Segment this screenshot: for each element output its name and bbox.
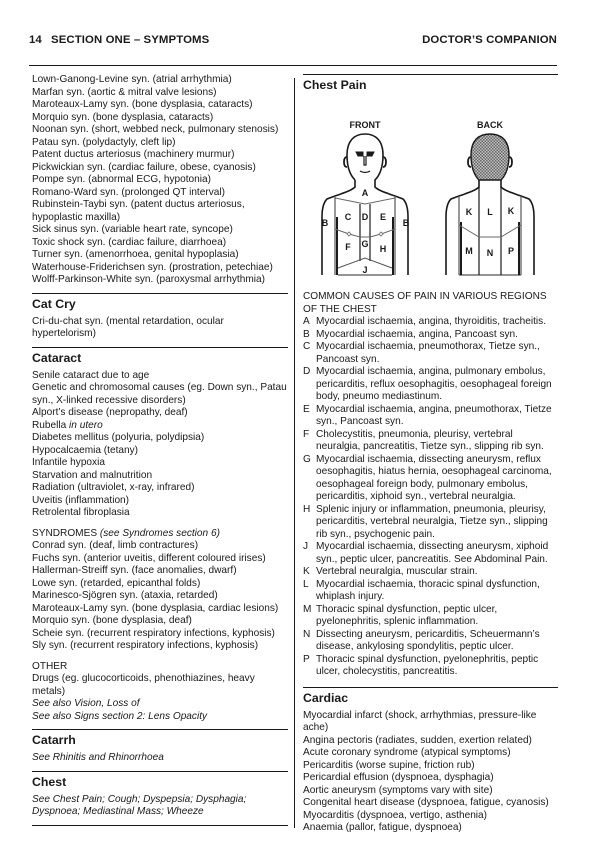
see-also-link[interactable]: See also Signs section 2: Lens Opacity xyxy=(32,710,208,722)
region-label-c: C xyxy=(344,212,352,222)
list-item xyxy=(32,420,288,433)
legend-text: Vertebral neuralgia, muscular strain. xyxy=(316,566,478,577)
legend-letter: J xyxy=(303,541,309,552)
region-label-d: D xyxy=(361,212,369,222)
list-item: Sick sinus syn. (variable heart rate, syncope) xyxy=(32,224,233,235)
region-label-p: P xyxy=(507,246,515,256)
legend-row xyxy=(303,654,558,679)
back-label: BACK xyxy=(477,120,503,130)
list-item: Genetic and chromosomal causes (eg. Down syn., Patau syn., X-linked recessive disorders) xyxy=(32,382,287,406)
section-heading: Cataract xyxy=(32,350,82,365)
section-cardiac xyxy=(303,691,558,835)
front-eyes xyxy=(356,152,374,156)
syndromes-subheading xyxy=(32,528,288,541)
region-label-b2: B xyxy=(402,218,410,228)
legend-row xyxy=(303,541,558,566)
list-item: Turner syn. (amenorrhoea, genital hypoplasia) xyxy=(32,249,239,260)
legend-text: Myocardial ischaemia, angina, thyroiditis, tracheitis. xyxy=(316,316,547,327)
legend-text: Cholecystitis, pneumonia, pleurisy, vertebral neuralgia, pancreatitis, Tietze syn., slipping rib syn. xyxy=(316,428,544,452)
legend-letter: H xyxy=(303,503,311,515)
legend-text: Myocardial ischaemia, thoracic spinal dysfunction, whiplash injury. xyxy=(316,578,540,602)
legend-letter: K xyxy=(303,566,310,577)
legend-row xyxy=(303,454,558,504)
legend-row xyxy=(303,316,558,329)
list-item: Angina pectoris (radiates, sudden, exertion related) xyxy=(303,734,532,746)
region-label-f: F xyxy=(345,242,351,252)
front-torso-outline xyxy=(335,196,395,275)
legend-row xyxy=(303,366,558,404)
legend-row xyxy=(303,329,558,342)
region-label-k: K xyxy=(465,207,473,217)
legend-text: Dissecting aneurysm, pericarditis, Scheuermann’s disease, ankylosing spondylitis, peptic ulcer. xyxy=(316,628,540,652)
list-item: Fuchs syn. (anterior uveitis, different coloured irises) xyxy=(32,552,266,564)
list-item: Pompe syn. (abnormal ECG, hypotonia) xyxy=(32,174,211,185)
list-item: Pickwickian syn. (cardiac failure, obese, cyanosis) xyxy=(32,161,256,173)
list-item: Marinesco-Sjögren syn. (ataxia, retarded) xyxy=(32,590,218,601)
section-heading: Cat Cry xyxy=(32,296,76,311)
right-column xyxy=(303,74,558,835)
list-item: Aortic aneurysm (symptoms vary with site) xyxy=(303,784,493,796)
front-mouth xyxy=(360,171,370,173)
region-label-m: M xyxy=(465,246,473,256)
legend-text: Myocardial ischaemia, pneumothorax, Tietze syn., Pancoast syn. xyxy=(316,341,540,365)
legend-letter: C xyxy=(303,341,311,352)
section-heading: Catarrh xyxy=(32,733,76,747)
section-cataract xyxy=(32,351,288,724)
region-label-b: B xyxy=(321,218,329,228)
list-item: Congenital heart disease (dyspnoea, fatigue, cyanosis) xyxy=(303,797,549,808)
region-label-j: J xyxy=(362,265,368,275)
list-item: Morquio syn. (bone dysplasia, cataracts) xyxy=(32,111,214,123)
list-item: Pericardial effusion (dyspnoea, dysphagia) xyxy=(303,772,494,783)
left-column xyxy=(32,74,288,826)
section-divider xyxy=(32,771,288,772)
running-header xyxy=(29,34,557,50)
legend-letter: P xyxy=(303,653,310,665)
legend-text: Myocardial ischaemia, angina, pneumothorax, Tietze syn., Pancoast syn. xyxy=(316,403,552,427)
back-scapula-line xyxy=(459,225,521,237)
back-spine xyxy=(479,187,501,275)
legend-letter: L xyxy=(303,578,309,590)
list-item: Cri-du-chat syn. (mental retardation, ocular hypertelorism) xyxy=(32,315,224,339)
legend-row xyxy=(303,504,558,542)
section-heading: Chest xyxy=(32,774,67,789)
list-item: Maroteaux-Lamy syn. (bone dysplasia, cataracts) xyxy=(32,99,253,110)
legend-letter: B xyxy=(303,328,310,340)
front-figure xyxy=(322,134,408,275)
list-item: Senile cataract due to age xyxy=(32,369,150,381)
region-label-h: H xyxy=(379,244,387,254)
list-item: Wolff-Parkinson-White syn. (paroxysmal arrhythmia) xyxy=(32,274,265,285)
rib-marker-right xyxy=(379,232,383,236)
list-item: Anaemia (pallor, fatigue, dyspnoea) xyxy=(303,822,462,833)
section-heading: Cardiac xyxy=(303,690,349,705)
list-item: Conrad syn. (deaf, limb contractures) xyxy=(32,540,199,551)
section-divider xyxy=(32,825,288,826)
page-number: 14 xyxy=(29,34,42,46)
legend-row xyxy=(303,341,558,366)
list-item: Noonan syn. (short, webbed neck, pulmonary stenosis) xyxy=(32,124,279,135)
front-label: FRONT xyxy=(349,120,381,130)
rubella-italic: in utero xyxy=(69,419,103,431)
legend-row xyxy=(303,604,558,629)
legend-letter: E xyxy=(303,403,310,415)
front-ribline xyxy=(335,229,395,237)
list-item: Hypocalcaemia (tetany) xyxy=(32,444,139,456)
book-title: DOCTOR’S COMPANION xyxy=(422,34,557,46)
legend-letter: G xyxy=(303,453,311,465)
syndromes-label: SYNDROMES xyxy=(32,527,98,539)
list-item: Hallerman-Streiff syn. (face anomalies, dwarf) xyxy=(32,565,237,576)
list-item: Waterhouse-Friderichsen syn. (prostration, petechiae) xyxy=(32,261,273,273)
list-item: Uveitis (inflammation) xyxy=(32,494,130,506)
see-reference[interactable]: See Chest Pain; Cough; Dyspepsia; Dysphagia; Dyspnoea; Mediastinal Mass; Wheeze xyxy=(32,793,247,817)
list-item: Diabetes mellitus (polyuria, polydipsia) xyxy=(32,432,205,443)
section-cat-cry xyxy=(32,297,288,341)
list-item: Starvation and malnutrition xyxy=(32,469,153,481)
section-chest-pain xyxy=(303,78,558,679)
list-item: Retrolental fibroplasia xyxy=(32,507,130,518)
legend-row xyxy=(303,429,558,454)
list-item: Myocarditis (dyspnoea, vertigo, asthenia) xyxy=(303,809,488,821)
legend-letter: A xyxy=(303,316,310,327)
rubella-text: Rubella xyxy=(32,419,67,431)
region-label-e: E xyxy=(379,212,387,222)
section-divider xyxy=(32,293,288,294)
legend-text: Myocardial ischaemia, dissecting aneurysm, xiphoid syn., peptic ulcer, pancreatitis. See Abdominal Pain. xyxy=(316,541,549,565)
list-item: Acute coronary syndrome (atypical symptoms) xyxy=(303,747,511,758)
list-item: Maroteaux-Lamy syn. (bone dysplasia, cardiac lesions) xyxy=(32,602,279,614)
list-item: Romano-Ward syn. (prolonged QT interval) xyxy=(32,186,225,198)
legend-letter: F xyxy=(303,428,310,440)
list-item: Pericarditis (worse supine, friction rub) xyxy=(303,759,475,771)
section-divider xyxy=(32,729,288,730)
legend-text: Splenic injury or inflammation, pneumonia, pleurisy, pericarditis, vertebral neuralgia, Tietze syn., slipping rib syn., psychogenic pain. xyxy=(316,503,548,540)
section-heading: Chest Pain xyxy=(303,78,367,92)
causes-heading: COMMON CAUSES OF PAIN IN VARIOUS REGIONS OF THE CHEST xyxy=(303,291,547,315)
region-label-k2: K xyxy=(507,206,515,216)
legend-text: Myocardial ischaemia, angina, pulmonary embolus, pericarditis, reflux oesophagitis, oesophageal foreign body, pneumo mediastinum. xyxy=(316,366,552,402)
causes-legend xyxy=(303,316,558,679)
rib-marker-left xyxy=(347,232,351,236)
region-label-g: G xyxy=(361,239,369,249)
header-divider xyxy=(29,65,557,66)
list-item: Patent ductus arteriosus (machinery murmur) xyxy=(32,149,235,160)
list-item: Drugs (eg. glucocorticoids, phenothiazines, heavy metals) xyxy=(32,673,255,697)
section-divider xyxy=(303,74,558,75)
region-label-l: L xyxy=(487,207,493,217)
section-catarrh xyxy=(32,733,288,765)
section-divider xyxy=(32,347,288,348)
list-item: Lowe syn. (retarded, epicanthal folds) xyxy=(32,577,201,589)
legend-letter: N xyxy=(303,628,311,640)
section-title: SECTION ONE – SYMPTOMS xyxy=(51,34,210,46)
back-head xyxy=(471,134,509,180)
legend-letter: D xyxy=(303,366,311,377)
list-item: Marfan syn. (aortic & mitral valve lesions) xyxy=(32,86,217,98)
syndromes-note: (see Syndromes section 6) xyxy=(99,527,220,539)
list-item: Patau syn. (polydactyly, cleft lip) xyxy=(32,136,176,148)
list-item: Rubinstein-Taybi syn. (patent ductus arteriosus, hypoplastic maxilla) xyxy=(32,199,245,223)
list-item: Myocardial infarct (shock, arrhythmias, pressure-like ache) xyxy=(303,709,537,733)
legend-text: Myocardial ischaemia, dissecting aneurysm, reflux oesophagitis, hiatus hernia, oesophageal carcinoma, oesophageal foreign body, pulmonary embolus, pericarditis, xiphoid syn., vertebral neuralgia. xyxy=(316,453,552,502)
see-also-link[interactable]: See also Vision, Loss of xyxy=(32,698,140,709)
other-subheading: OTHER xyxy=(32,660,68,672)
legend-row xyxy=(303,579,558,604)
front-clavicle xyxy=(335,198,395,204)
region-label-n: N xyxy=(486,248,494,258)
legend-text: Thoracic spinal dysfunction, pyelonephritis, peptic ulcer, cholecystitis, pancreatitis. xyxy=(316,653,539,677)
legend-row xyxy=(303,566,558,579)
column-separator xyxy=(294,78,295,828)
back-region-labels xyxy=(465,206,515,258)
region-label-a: A xyxy=(361,188,369,198)
list-item: Toxic shock syn. (cardiac failure, diarrhoea) xyxy=(32,236,227,248)
list-item: Sly syn. (recurrent respiratory infections, kyphosis) xyxy=(32,640,259,651)
front-nose xyxy=(364,156,366,165)
chest-regions-diagram xyxy=(303,97,558,287)
legend-letter: M xyxy=(303,603,312,615)
list-item: Lown-Ganong-Levine syn. (atrial arrhythmia) xyxy=(32,74,232,85)
see-reference[interactable]: See Rhinitis and Rhinorrhoea xyxy=(32,752,164,763)
continued-syndrome-list xyxy=(32,74,288,287)
chest-regions-svg xyxy=(303,97,558,287)
list-item: Scheie syn. (recurrent respiratory infections, kyphosis) xyxy=(32,627,275,639)
list-item: Morquio syn. (bone dysplasia, deaf) xyxy=(32,615,192,626)
section-divider xyxy=(303,687,558,688)
list-item: Alport’s disease (nepropathy, deaf) xyxy=(32,407,188,418)
legend-row xyxy=(303,404,558,429)
list-item: Radiation (ultraviolet, x-ray, infrared) xyxy=(32,482,195,493)
section-chest xyxy=(32,775,288,819)
list-item: Infantile hypoxia xyxy=(32,457,105,468)
legend-text: Thoracic spinal dysfunction, peptic ulcer, pyelonephritis, splenic inflammation. xyxy=(316,603,498,627)
legend-text: Myocardial ischaemia, angina, Pancoast syn. xyxy=(316,328,518,340)
legend-row xyxy=(303,629,558,654)
